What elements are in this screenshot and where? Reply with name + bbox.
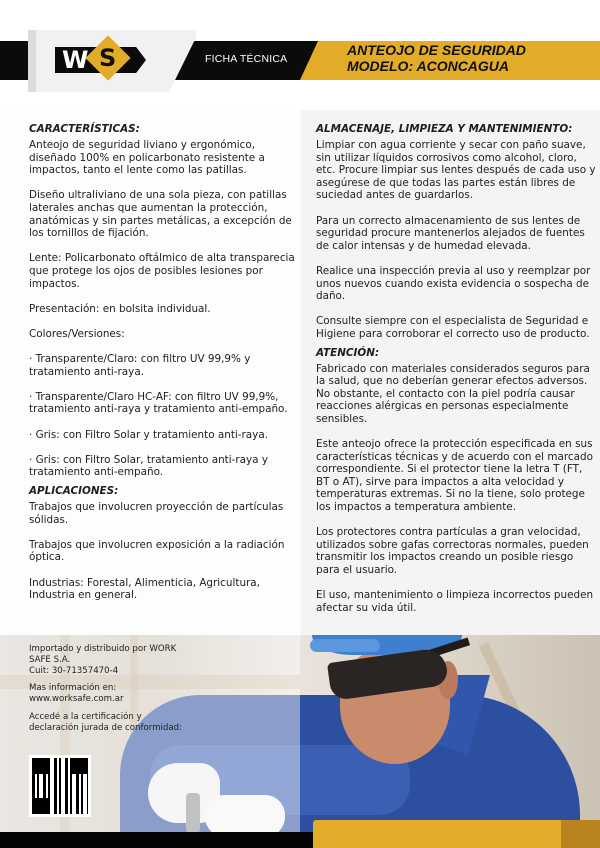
right-column <box>316 123 596 627</box>
title-line-2: MODELO: ACONCAGUA <box>347 58 510 74</box>
version-item: · Gris: con Filtro Solar y tratamiento anti-raya. <box>29 428 268 441</box>
paragraph: Este anteojo ofrece la protección especificada en sus características técnicas y de acuerdo con el marcado correspondiente. Si el protector tiene la letra T (FT, BT o AT), sirve para impactos a alta velocidad y temperaturas extremas. Si no la tiene, solo protege los impactos a temperatura ambiente. <box>316 438 593 514</box>
more-info-label: Mas información en: <box>29 683 117 694</box>
logo-panel-edge <box>28 30 36 92</box>
page-title <box>347 42 526 74</box>
paragraph: Realice una inspección previa al uso y reemplzar por unos nuevos cuando exista evidencia o sospecha de daño. <box>316 264 591 303</box>
paragraph: Los protectores contra partículas a gran velocidad, utilizados sobre gafas correctoras normales, pueden transmitir los impactos creando un posible riesgo para el usuario. <box>316 526 589 576</box>
header <box>0 0 600 110</box>
paragraph: Trabajos que involucren exposición a la radiación óptica. <box>29 538 285 564</box>
certification-text: Accedé a la certificación y declaración jurada de conformidad: <box>29 711 182 733</box>
paragraph: Consulte siempre con el especialista de Seguridad e Higiene para corroborar el correcto uso de producto. <box>316 315 590 340</box>
section-title-almacenaje: ALMACENAJE, LIMPIEZA Y MANTENIMIENTO: <box>316 123 573 135</box>
paragraph: Limpiar con agua corriente y secar con paño suave, sin utilizar líquidos corrosivos como alcohol, cloro, etc. Procure limpiar sus lentes después de cada uso y asegúrese de que todas las partes están libres de suciedad antes de guardarlos. <box>316 139 596 202</box>
section-title-caracteristicas: CARACTERÍSTICAS: <box>29 123 140 135</box>
paragraph: Trabajos que involucren proyección de partículas sólidas. <box>29 501 284 526</box>
version-item: · Transparente/Claro: con filtro UV 99,9% y tratamiento anti-raya. <box>29 353 251 378</box>
cuit-text: Cuit: 30-71357470-4 <box>29 665 119 676</box>
footer-yellow-dark-accent <box>561 820 600 848</box>
paragraph: Lente: Policarbonato oftálmico de alta transparecia que protege los ojos de posibles lesiones por impactos. <box>29 252 295 290</box>
paragraph: Colores/Versiones: <box>29 327 125 340</box>
title-line-1: ANTEOJO DE SEGURIDAD <box>347 42 526 58</box>
paragraph: Anteojo de seguridad liviano y ergonómico, diseñado 100% en policarbonato resistente a impactos, tanto el lente como las patillas. <box>29 139 265 177</box>
qr-code-icon[interactable] <box>29 755 91 817</box>
section-title-aplicaciones: APLICACIONES: <box>29 485 119 498</box>
paragraph: Industrias: Forestal, Alimenticia, Agricultura, Industria en general. <box>29 576 260 602</box>
qr-pattern <box>32 758 88 814</box>
paragraph: Fabricado con materiales considerados seguros para la salud, que no deberían generar efectos adversos. No obstante, el contacto con la piel podría causar reacciones alérgicas en personas especialmente sensibles. <box>316 362 590 425</box>
section-title-atencion: ATENCIÓN: <box>316 346 380 359</box>
paragraph: Presentación: en bolsita individual. <box>29 302 211 315</box>
left-column <box>29 123 297 614</box>
footer-yellow-bar <box>313 820 600 848</box>
logo-letter-w: W <box>62 46 88 74</box>
paragraph: Diseño ultraliviano de una sola pieza, con patillas laterales anchas que aumentan la protección, anatómicas y sin partes metálicas, a excepción de los tornillos de fijación. <box>29 189 292 240</box>
paragraph: El uso, mantenimiento o limpieza incorrectos pueden afectar su vida útil. <box>316 589 594 614</box>
logo-letter-s: S <box>99 44 117 72</box>
version-item: · Transparente/Claro HC-AF: con filtro UV 99,9%, tratamiento anti-raya y tratamiento anti-empaño. <box>29 390 288 416</box>
doc-type-label: FICHA TÉCNICA <box>205 53 288 65</box>
website-link[interactable]: www.worksafe.com.ar <box>29 694 124 705</box>
paragraph: Para un correcto almacenamiento de sus lentes de seguridad procure mantenerlos alejados de fuentes de calor intensas y de humedad elevada. <box>316 214 585 252</box>
version-item: · Gris: con Filtro Solar, tratamiento anti-raya y tratamiento anti-empaño. <box>29 453 268 479</box>
helmet-brim <box>310 639 380 652</box>
importer-text: Importado y distribuido por WORK SAFE S.A. <box>29 644 177 665</box>
company-info <box>29 644 189 734</box>
